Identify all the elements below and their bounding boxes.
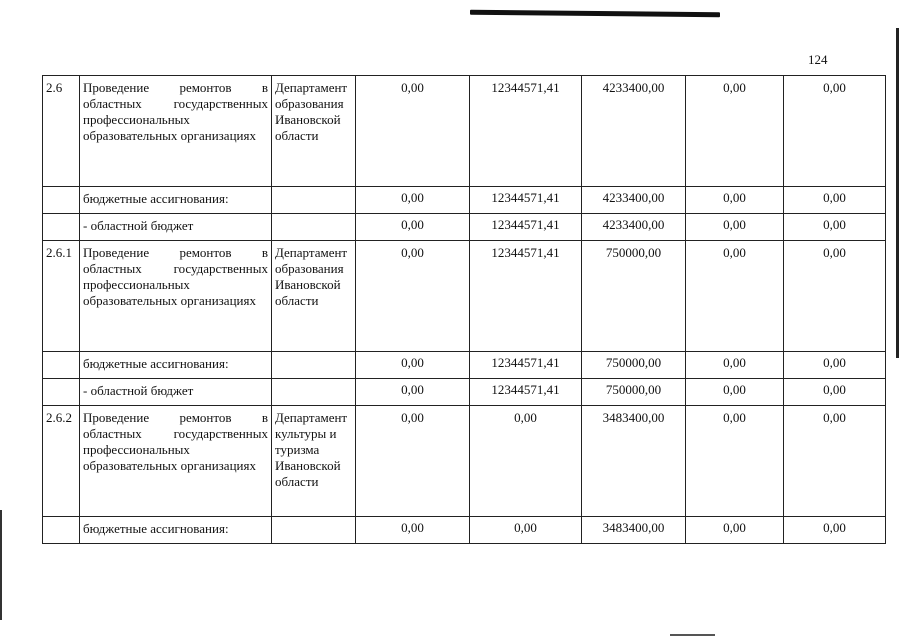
value-cell: 0,00: [784, 379, 886, 406]
value-cell: 12344571,41: [470, 214, 582, 241]
value-cell: 0,00: [686, 187, 784, 214]
value-cell: 750000,00: [582, 352, 686, 379]
value-cell: 0,00: [470, 406, 582, 517]
value-cell: 0,00: [356, 214, 470, 241]
row-description: Проведение ремонтов в областных государственных профессиональных образовательных организациях: [80, 76, 272, 187]
row-label: - областной бюджет: [80, 379, 272, 406]
value-cell: 12344571,41: [470, 76, 582, 187]
row-label: бюджетные ассигнования:: [80, 187, 272, 214]
empty-cell: [43, 187, 80, 214]
value-cell: 12344571,41: [470, 379, 582, 406]
value-cell: 0,00: [470, 517, 582, 544]
budget-table: [42, 75, 886, 544]
empty-cell: [272, 379, 356, 406]
row-label: бюджетные ассигнования:: [80, 517, 272, 544]
row-code: 2.6.2: [43, 406, 80, 517]
row-description: Проведение ремонтов в областных государственных профессиональных образовательных организациях: [80, 241, 272, 352]
empty-cell: [272, 214, 356, 241]
value-cell: 3483400,00: [582, 517, 686, 544]
value-cell: 0,00: [686, 76, 784, 187]
value-cell: 0,00: [784, 214, 886, 241]
value-cell: 0,00: [686, 406, 784, 517]
value-cell: 0,00: [784, 406, 886, 517]
empty-cell: [43, 214, 80, 241]
table-row: [43, 241, 886, 352]
value-cell: 0,00: [686, 241, 784, 352]
row-executor: Департамент культуры и туризма Ивановской области: [272, 406, 356, 517]
row-code: 2.6: [43, 76, 80, 187]
value-cell: 4233400,00: [582, 187, 686, 214]
scan-artifact-top-bar: [470, 10, 720, 18]
value-cell: 0,00: [356, 76, 470, 187]
value-cell: 4233400,00: [582, 76, 686, 187]
empty-cell: [272, 352, 356, 379]
value-cell: 0,00: [356, 379, 470, 406]
row-executor: Департамент образования Ивановской области: [272, 241, 356, 352]
value-cell: 0,00: [686, 379, 784, 406]
table-row: [43, 517, 886, 544]
value-cell: 0,00: [356, 241, 470, 352]
empty-cell: [43, 352, 80, 379]
empty-cell: [43, 379, 80, 406]
scan-artifact-bottom-bar: [670, 634, 715, 636]
table-row: [43, 214, 886, 241]
value-cell: 0,00: [686, 214, 784, 241]
value-cell: 4233400,00: [582, 214, 686, 241]
scan-artifact-left-edge: [0, 510, 2, 620]
value-cell: 3483400,00: [582, 406, 686, 517]
value-cell: 0,00: [356, 187, 470, 214]
row-description: Проведение ремонтов в областных государственных профессиональных образовательных организациях: [80, 406, 272, 517]
value-cell: 12344571,41: [470, 352, 582, 379]
value-cell: 750000,00: [582, 379, 686, 406]
value-cell: 0,00: [686, 352, 784, 379]
value-cell: 0,00: [784, 187, 886, 214]
table-row: [43, 379, 886, 406]
value-cell: 12344571,41: [470, 241, 582, 352]
value-cell: 750000,00: [582, 241, 686, 352]
row-label: бюджетные ассигнования:: [80, 352, 272, 379]
value-cell: 0,00: [356, 406, 470, 517]
value-cell: 0,00: [784, 352, 886, 379]
value-cell: 12344571,41: [470, 187, 582, 214]
table-row: [43, 406, 886, 517]
page-number: 124: [808, 52, 828, 67]
value-cell: 0,00: [356, 352, 470, 379]
row-label: - областной бюджет: [80, 214, 272, 241]
value-cell: 0,00: [784, 76, 886, 187]
table-row: [43, 187, 886, 214]
table-row: [43, 352, 886, 379]
value-cell: 0,00: [784, 241, 886, 352]
row-executor: Департамент образования Ивановской области: [272, 76, 356, 187]
scan-artifact-right-edge: [896, 28, 899, 358]
row-code: 2.6.1: [43, 241, 80, 352]
value-cell: 0,00: [686, 517, 784, 544]
empty-cell: [272, 187, 356, 214]
value-cell: 0,00: [784, 517, 886, 544]
table-row: [43, 76, 886, 187]
value-cell: 0,00: [356, 517, 470, 544]
empty-cell: [43, 517, 80, 544]
empty-cell: [272, 517, 356, 544]
